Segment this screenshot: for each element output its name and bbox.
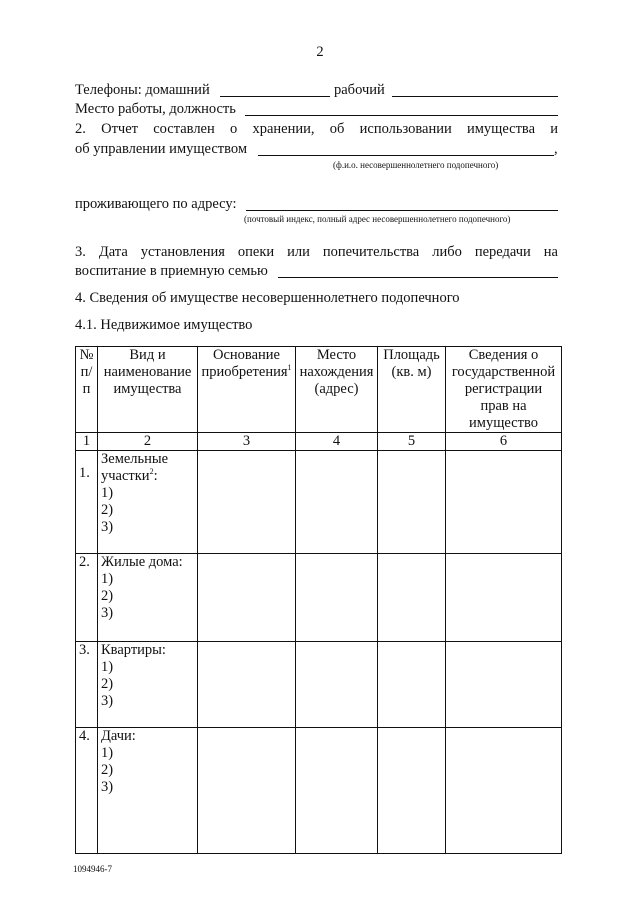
phones-home-label: Телефоны: домашний bbox=[75, 82, 210, 98]
column-number: 6 bbox=[446, 433, 562, 451]
workplace-field[interactable] bbox=[245, 115, 558, 116]
area-cell[interactable] bbox=[378, 451, 446, 554]
real-estate-table bbox=[75, 346, 562, 854]
row-number: 3. bbox=[76, 642, 98, 728]
list-item: 1) bbox=[101, 571, 114, 587]
location-cell[interactable] bbox=[296, 728, 378, 854]
section4-title: 4. Сведения об имуществе несовершеннолетнего подопечного bbox=[75, 290, 460, 306]
list-item: 1) bbox=[101, 745, 114, 761]
fio-hint: (ф.и.о. несовершеннолетнего подопечного) bbox=[333, 160, 499, 170]
basis-cell[interactable] bbox=[198, 642, 296, 728]
header-number: № п/п bbox=[76, 347, 98, 433]
basis-cell[interactable] bbox=[198, 451, 296, 554]
list-item: 2) bbox=[101, 502, 114, 518]
header-basis bbox=[198, 347, 296, 433]
list-item: 3) bbox=[101, 605, 114, 621]
header-location: Место нахождения (адрес) bbox=[296, 347, 378, 433]
custody-date-field[interactable] bbox=[278, 277, 558, 278]
header-type: Вид и наименование имущества bbox=[98, 347, 198, 433]
area-cell[interactable] bbox=[378, 554, 446, 642]
page-number: 2 bbox=[316, 44, 324, 60]
table-header-row bbox=[76, 347, 562, 433]
table-row bbox=[76, 554, 562, 642]
land-plots-label bbox=[101, 451, 194, 485]
row-name-suffix: : bbox=[153, 468, 158, 484]
section41-title: 4.1. Недвижимое имущество bbox=[75, 317, 253, 333]
list-item: 2) bbox=[101, 588, 114, 604]
footer-code: 1094946-7 bbox=[73, 864, 112, 874]
row-name: Квартиры: bbox=[101, 642, 166, 658]
header-area: Площадь (кв. м) bbox=[378, 347, 446, 433]
property-type-cell bbox=[98, 451, 198, 554]
property-type-cell bbox=[98, 728, 198, 854]
phone-home-field[interactable] bbox=[220, 96, 330, 97]
row-number: 2. bbox=[76, 554, 98, 642]
location-cell[interactable] bbox=[296, 642, 378, 728]
section3-line1: 3. Дата установления опеки или попечительства либо передачи на bbox=[75, 244, 558, 260]
registration-cell[interactable] bbox=[446, 554, 562, 642]
column-number: 4 bbox=[296, 433, 378, 451]
section2-comma: , bbox=[554, 141, 558, 157]
address-field[interactable] bbox=[246, 210, 558, 211]
column-number: 2 bbox=[98, 433, 198, 451]
table-row bbox=[76, 642, 562, 728]
location-cell[interactable] bbox=[296, 451, 378, 554]
basis-cell[interactable] bbox=[198, 554, 296, 642]
row-name: Дачи: bbox=[101, 728, 136, 744]
property-type-cell bbox=[98, 642, 198, 728]
list-item: 2) bbox=[101, 676, 114, 692]
column-number: 3 bbox=[198, 433, 296, 451]
location-cell[interactable] bbox=[296, 554, 378, 642]
column-number-row bbox=[76, 433, 562, 451]
area-cell[interactable] bbox=[378, 728, 446, 854]
table-row bbox=[76, 451, 562, 554]
area-cell[interactable] bbox=[378, 642, 446, 728]
address-label: проживающего по адресу: bbox=[75, 196, 237, 212]
registration-cell[interactable] bbox=[446, 728, 562, 854]
row-number: 4. bbox=[76, 728, 98, 854]
header-registration: Сведения о государственной регистрации прав на имущество bbox=[446, 347, 562, 433]
list-item: 3) bbox=[101, 693, 114, 709]
table-row bbox=[76, 728, 562, 854]
basis-cell[interactable] bbox=[198, 728, 296, 854]
list-item: 1) bbox=[101, 485, 114, 501]
row-number: 1. bbox=[76, 451, 98, 554]
column-number: 5 bbox=[378, 433, 446, 451]
workplace-label: Место работы, должность bbox=[75, 101, 236, 117]
row-name: Земельные участки bbox=[101, 451, 169, 484]
section2-line1: 2. Отчет составлен о хранении, об использовании имущества и bbox=[75, 121, 558, 137]
list-item: 3) bbox=[101, 779, 114, 795]
list-item: 3) bbox=[101, 519, 114, 535]
phone-work-field[interactable] bbox=[392, 96, 558, 97]
property-type-cell bbox=[98, 554, 198, 642]
section2-line2: об управлении имуществом bbox=[75, 141, 247, 157]
list-item: 2) bbox=[101, 762, 114, 778]
footnote-2-mark: 2 bbox=[149, 467, 154, 477]
header-basis-text: Основание приобретения bbox=[201, 347, 288, 380]
ward-name-field[interactable] bbox=[258, 155, 554, 156]
address-hint: (почтовый индекс, полный адрес несовершеннолетнего подопечного) bbox=[244, 214, 511, 224]
section3-line2: воспитание в приемную семью bbox=[75, 263, 268, 279]
registration-cell[interactable] bbox=[446, 451, 562, 554]
row-name: Жилые дома: bbox=[101, 554, 183, 570]
phones-work-label: рабочий bbox=[334, 82, 385, 98]
list-item: 1) bbox=[101, 659, 114, 675]
registration-cell[interactable] bbox=[446, 642, 562, 728]
footnote-1-mark: 1 bbox=[287, 363, 292, 373]
column-number: 1 bbox=[76, 433, 98, 451]
